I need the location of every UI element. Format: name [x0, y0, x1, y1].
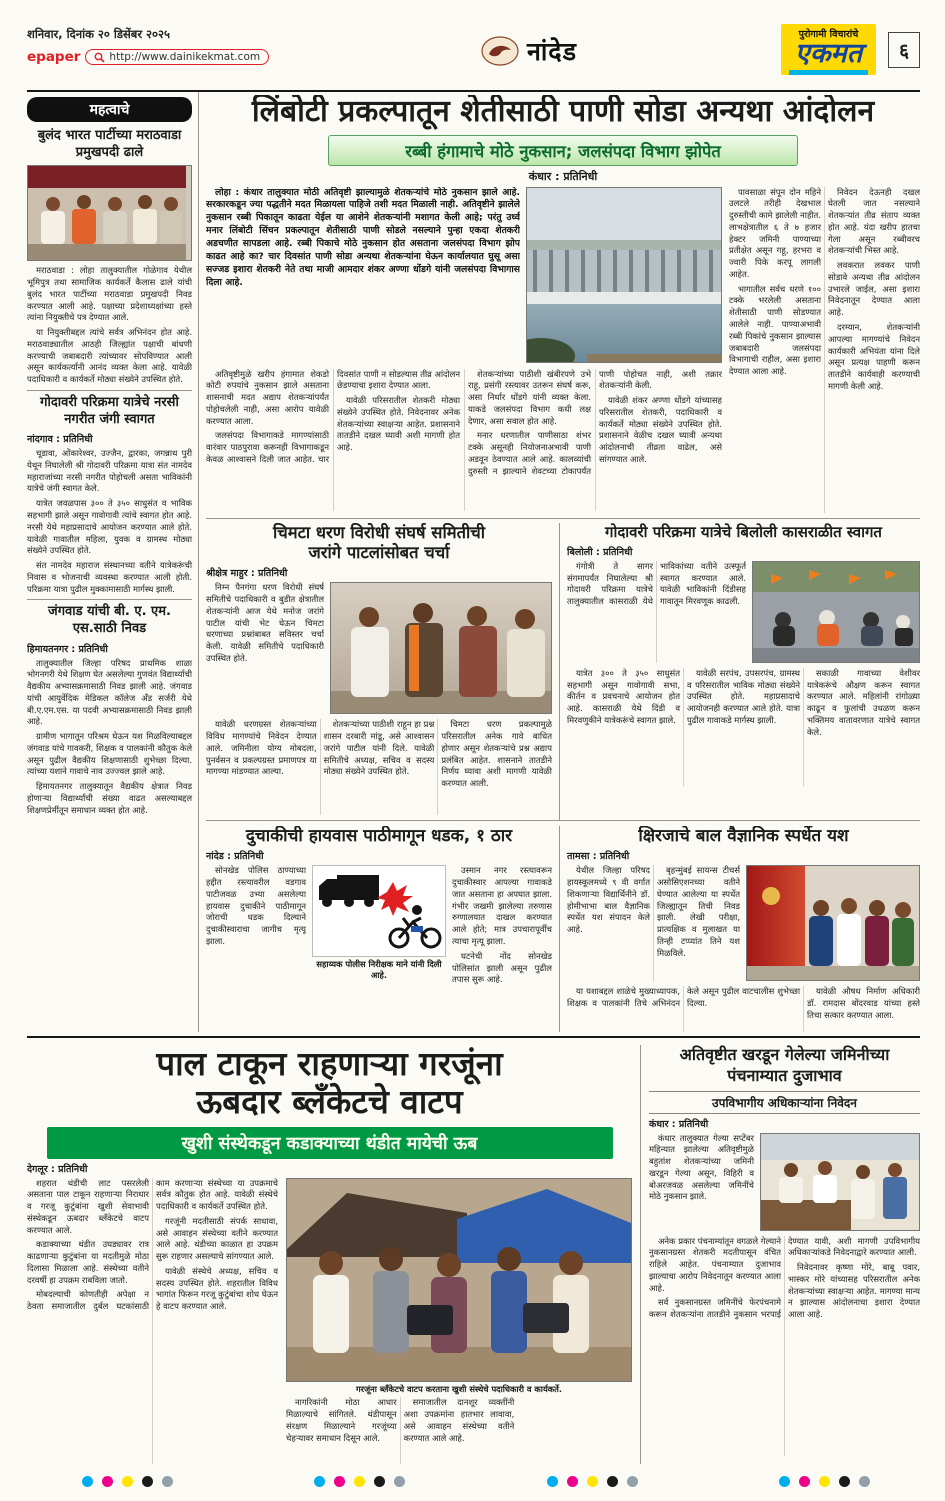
sidebar-story-godavari-narsi: [27, 395, 192, 595]
body-paragraph: जलसंपदा विभागाकडे मागण्यांसाठी वारंवार पाठपुरावा करूनही विभागाकडून केवळ आश्वासने दिली जात आहेत. चार दिवसांत पाणी न सोडल्यास तीव्र आंदोलन छेडण्याचा इशारा देण्यात आला.: [206, 368, 460, 464]
body-paragraph: लोहा : कंधार तालुक्यात मोठी अतिवृष्टी झाल्यामुळे शेतकऱ्यांचे मोठे नुकसान झाले आहे. सरकारकडून ज्या पद्धतीने मदत मिळायला पाहिजे तशी मदत मिळाली नाही. अतिवृष्टीने झालेले नुकसान रब्बी पिकातून काढता येईल या आशेने शेतकऱ्यांनी मशागत केली आहे; परंतु उर्ध्व मनार लिंबोटी सिंचन प्रकल्पातून शेतीसाठी पाणी सोडले नसल्याने पुन्हा एकदा शेतकरी अडचणीत सापडला आहे. रब्बी पिकाचे मोठे नुकसान होत असताना जलसंपदा विभाग झोप काढत आहे का? चार दिवसांत पाणी सोडा अन्यथा शेतकऱ्यांना घेऊन कार्यालयात घुसू असा सज्जड इशारा शेतकरी नेते तथा माजी आमदार शंकर अण्णा धोंडगे यांनी जलसंपदा विभागास दिला आहे.: [206, 186, 520, 288]
body-paragraph: यावेळी संस्थेचे अध्यक्ष, सचिव व सदस्य उपस्थित होते. शहरातील विविध भागांत फिरून गरजू कुटुंबांचा शोध घेऊन हे वाटप करण्यात आले.: [156, 1265, 278, 1312]
niveden-story: [641, 1045, 920, 1464]
epaper-label: epaper: [27, 49, 81, 65]
sidebar: [27, 92, 199, 1032]
lead-subhead: रब्बी हंगामाचे मोठे नुकसान; जलसंपदा विभाग झोपेत: [328, 135, 798, 166]
search-icon: [94, 52, 105, 63]
body-paragraph: यावेळी परिसरातील शेतकरी मोठ्या संख्येने उपस्थित होते. निवेदनावर अनेक शेतकऱ्यांच्या स्वाक्षऱ्या आहेत. प्रशासनाने तातडीने दखल घ्यावी अशी मागणी होत आहे.: [337, 395, 460, 453]
body-paragraph: निम्न पैनगंगा धरण विरोधी संघर्ष समितीचे पदाधिकारी व बुडीत क्षेत्रातील शेतकऱ्यांनी आज येथे मनोज जरांगे पाटील यांची भेट घेऊन चिमटा धरणाच्या प्रश्नांबाबत सविस्तर चर्चा केली. यावेळी समितीचे पदाधिकारी उपस्थित होते.: [206, 582, 324, 663]
body-paragraph: चूडावा, ओंकारेश्वर, उज्जैन, द्वारका, जगन्नाथ पुरी येथून निघालेली श्री गोदावरी परिक्रमा यात्रा संत नामदेव महाराजांच्या नरसी नगरीत पोहोचली असता भाविकांनी यात्रेचे जंगी स्वागत केले.: [27, 448, 192, 494]
registration-dot-magenta: [102, 1476, 113, 1487]
body-paragraph: भागातील सर्वच धरणे १०० टक्के भरलेली असताना शेतीसाठी पाणी सोडण्यात आलेले नाही. पाण्याअभावी रब्बी पिकांचे नुकसान झाल्यास जबाबदारी जलसंपदा विभागाची राहील, असा इशारा देण्यात आला आहे.: [729, 283, 821, 377]
registration-dot-black: [142, 1476, 153, 1487]
body-paragraph: निवेदन देऊनही दखल घेतली जात नसल्याने शेतकऱ्यांत तीव्र संताप व्यक्त होत आहे. यंदा खरीप हातचा गेला असून रब्बीवरच शेतकऱ्यांची भिस्त आहे.: [828, 186, 920, 256]
story-bottom-columns: [567, 986, 920, 1032]
meeting-photo: [330, 582, 552, 714]
office-photo: [760, 1133, 920, 1231]
body-paragraph: नागरिकांनी मोठा आधार मिळाल्याचे सांगितले. थंडीपासून संरक्षण मिळाल्याने गरजूंच्या चेहऱ्यावर समाधान दिसून आले.: [286, 1397, 397, 1443]
story-byline: तामसा : प्रतिनिधी: [567, 851, 630, 863]
body-paragraph: संत नामदेव महाराज संस्थानच्या वतीने यात्रेकरूंची निवास व भोजनाची व्यवस्था करण्यात आली होती. परिक्रमा यात्रा पुढील मुक्कामासाठी मार्गस्थ झाली.: [27, 560, 192, 594]
sidebar-story-dhale: [27, 128, 192, 386]
lead-subhead-wrap: [206, 135, 920, 166]
edition-name: नांदेड: [526, 37, 577, 66]
story-text-column: [649, 1133, 754, 1231]
story-body: [27, 265, 192, 386]
divider: [27, 599, 192, 600]
story-body: [27, 658, 192, 817]
lead-left-stack: [206, 187, 722, 513]
niveden-body-row: [649, 1133, 920, 1231]
felicitation-photo-image: [747, 866, 919, 980]
story-bottom-columns: [649, 1236, 920, 1456]
registration-dot-cyan: [82, 1476, 93, 1487]
godavari-body-row: [567, 561, 920, 663]
story-headline: क्षिरजाचे बाल वैज्ञानिक स्पर्धेत यश: [638, 826, 849, 846]
body-paragraph: मनार धरणातील पाणीसाठा शंभर टक्के असूनही नियोजनाअभावी पाणी अडवून ठेवण्यात आले आहे. कालव्यांची दुरुस्ती न झाल्याने शेवटच्या टोकापर्यंत पाणी पोहोचत नाही, अशी तक्रार शेतकऱ्यांनी केली.: [468, 368, 722, 476]
registration-dot-cluster: [779, 1476, 870, 1487]
body-paragraph: गंगोत्री ते सागर संगमापर्यंत निघालेल्या श्री गोदावरी परिक्रमा यात्रेचे तालुक्यातील कासराळी येथे भाविकांच्या वतीने उत्स्फूर्त स्वागत करण्यात आले. यावेळी भाविकांनी दिंडीसह गावातून मिरवणूक काढली.: [567, 560, 746, 607]
lead-byline: कंधार : प्रतिनिधी: [528, 169, 598, 183]
main-column: [199, 92, 920, 1032]
body-paragraph: चिमटा धरण प्रकल्पामुळे परिसरातील अनेक गावे बाधित होणार असून शेतकऱ्यांचे प्रश्न अद्याप प्रलंबित आहेत. शासनाने तातडीने निर्णय घ्यावा अशी मागणी यावेळी करण्यात आली.: [441, 719, 552, 789]
masthead: [781, 24, 876, 75]
dam-photo: [526, 187, 722, 363]
body-paragraph: मोबदल्याची कोणतीही अपेक्षा न ठेवता समाजातील दुर्बल घटकांसाठी काम करणाऱ्या संस्थेच्या या उपक्रमाचे सर्वत्र कौतुक होत आहे. यावेळी संस्थेचे पदाधिकारी व कार्यकर्ते उपस्थित होते.: [27, 1177, 278, 1312]
body-paragraph: यावेळी सरपंच, उपसरपंच, ग्रामस्थ व परिसरातील भाविक मोठ्या संख्येने उपस्थित होते. महाप्रसादाचे आयोजनही करण्यात आले होते. यात्रा पुढील गावाकडे मार्गस्थ झाली.: [687, 667, 800, 725]
felicitation-photo: [746, 865, 920, 981]
registration-dot-cyan: [779, 1476, 790, 1487]
body-paragraph: लवकरात लवकर पाणी सोडावे अन्यथा तीव्र आंदोलन उभारले जाईल, असा इशारा निवेदनातून देण्यात आला आहे.: [828, 260, 920, 318]
story-headline: जंगवाड यांची बी. ए. एम. एस.साठी निवड: [48, 604, 171, 636]
body-paragraph: ग्रामीण भागातून परिश्रम घेऊन यश मिळविल्याबद्दल जंगवाड यांचे गावकरी, शिक्षक व पालकांनी कौतुक केले असून पुढील वैद्यकीय शिक्षणासाठी शुभेच्छा दिल्या. त्यांच्या यशाने गावाचे नाव उज्ज्वल झाले आहे.: [27, 731, 192, 777]
blanket-distribution-photo: [286, 1178, 632, 1382]
body-paragraph: तालुक्यातील जिल्हा परिषद प्राथमिक शाळा भोगनगरी येथे शिक्षण घेत असलेल्या गुणवंत विद्यार्थ्याची वैद्यकीय अभ्यासक्रमासाठी निवड झाली आहे. जंगवाड यांची आयुर्वेदिक मेडिकल कॉलेज अँड सर्जरी येथे बी.ए.एम.एस. या पदवी अभ्यासक्रमासाठी निवड झाली आहे.: [27, 657, 192, 727]
story-headline: ऊबदार ब्लँकेटचे वाटप: [196, 1082, 463, 1122]
registration-dot-magenta: [334, 1476, 345, 1487]
crash-graphic-stack: [312, 865, 446, 1032]
story-text-column: [206, 582, 324, 714]
lead-body: [206, 187, 920, 513]
story-byline: नांदेड : प्रतिनिधी: [206, 851, 264, 863]
story-subhead: उपविभागीय अधिकाऱ्यांना निवेदन: [649, 1091, 920, 1114]
story-headline: चिमटा धरण विरोधी संघर्ष समितीची: [272, 523, 486, 542]
story-headline: गोदावरी परिक्रमा यात्रेचे बिलोली कासराळीत स्वागत: [605, 523, 882, 541]
accident-story: [206, 826, 560, 1032]
science-body-row: [567, 865, 920, 981]
registration-dot-gray: [859, 1476, 870, 1487]
body-paragraph: पावसाळा संपून दोन महिने उलटले तरीही देखभाल दुरुस्तीची कामे झालेली नाहीत. लाभक्षेत्रातील ६ ते ७ हजार हेक्टर जमिनी पाण्याच्या प्रतीक्षेत असून गहू, हरभरा व ज्वारी पिके करपू लागली आहेत.: [729, 186, 821, 279]
story-headline: गोदावरी परिक्रमा यात्रेचे नरसी नगरीत जंगी स्वागत: [40, 394, 179, 427]
masthead-title: एकमत: [789, 40, 868, 75]
lead-headline: लिंबोटी प्रकल्पातून शेतीसाठी पाणी सोडा अन्यथा आंदोलन: [251, 95, 875, 129]
story-headline: पाल टाकून राहणाऱ्या गरजूंना: [156, 1045, 503, 1083]
body-paragraph: यात्रेत ३०० ते ३५० साधुसंत सहभागी असून गावोगावी सभा, कीर्तन व प्रवचनाचे आयोजन होत आहे. कासराळी येथे दिंडी व मिरवणुकीने यात्रेकरूंचे स्वागत झाले.: [567, 667, 680, 725]
story-text-column: [206, 865, 306, 1032]
registration-dot-yellow: [122, 1476, 133, 1487]
story-byline: हिमायतनगर : प्रतिनिधी: [27, 643, 108, 655]
godavari-biloli-story: [560, 523, 920, 820]
body-paragraph: या नियुक्तीबद्दल त्यांचे सर्वत्र अभिनंदन होत आहे. मराठवाड्यातील आठही जिल्ह्यांत पक्षाची बांधणी करण्याची जबाबदारी त्यांच्यावर सोपविण्यात आली असून कार्यकर्त्यांनी आनंद व्यक्त केला आहे. यावेळी पदाधिकारी व कार्यकर्ते मोठ्या संख्येने उपस्थित होते.: [27, 327, 192, 385]
story-headline: बुलंद भारत पार्टीच्या मराठवाडा प्रमुखपदी ढाले: [37, 128, 182, 160]
bikers-photo: [752, 561, 920, 663]
story-bottom-columns: [286, 1397, 632, 1464]
lead-top-row: [206, 187, 722, 363]
print-registration-marks: [27, 1464, 920, 1487]
story-byline: देगलूर : प्रतिनिधी: [27, 1163, 88, 1175]
body-paragraph: येथील जिल्हा परिषद हायस्कूलमध्ये ९ वी वर्गात शिकणाऱ्या विद्यार्थिनीने डॉ. होमीभाभा बाल वैज्ञानिक स्पर्धेत यश संपादन केले आहे.: [567, 865, 650, 935]
group-photo-image: [28, 166, 186, 260]
story-byline: कंधार : प्रतिनिधी: [649, 1118, 709, 1130]
body-paragraph: शेतकऱ्यांच्या पाठीशी राहून हा प्रश्न शासन दरबारी मांडू, असे आश्वासन जरांगे पाटील यांनी दिले. यावेळी समितीचे अध्यक्ष, सचिव व सदस्य मोठ्या संख्येने उपस्थित होते.: [323, 719, 435, 777]
sidebar-story-jangwad: [27, 604, 192, 816]
science-story: [560, 826, 920, 1032]
url-box: [85, 49, 269, 65]
lead-right-columns: [729, 187, 920, 513]
story-subhead: खुशी संस्थेकडून कडाक्याच्या थंडीत मायेची ऊब: [47, 1127, 613, 1159]
story-headline: जरांगे पाटलांसोबत चर्चा: [308, 543, 450, 563]
registration-dot-gray: [627, 1476, 638, 1487]
photo-caption: गरजूंना ब्लँकेटचे वाटप करताना खुशी संस्थेचे पदाधिकारी व कार्यकर्ते.: [355, 1383, 563, 1394]
registration-dot-cluster: [314, 1476, 405, 1487]
registration-dot-cluster: [82, 1476, 173, 1487]
story-text-column: [567, 561, 746, 663]
body-paragraph: गरजूंनी मदतीसाठी संपर्क साधावा, असे आवाहन संस्थेच्या वतीने करण्यात आले आहे. थंडीच्या काळात हा उपक्रम सुरू राहणार असल्याचे सांगण्यात आले.: [156, 1215, 278, 1262]
dam-photo-image: [527, 188, 721, 362]
divider: [27, 390, 192, 391]
lead-intro-column: [206, 187, 520, 363]
registration-dot-gray: [162, 1476, 173, 1487]
meeting-photo-image: [331, 583, 551, 713]
body-paragraph: यावेळी औषध निर्माण अधिकारी डॉ. रामदास बोंदरवाड यांच्या हस्ते तिचा सत्कार करण्यात आला.: [807, 986, 920, 1020]
chimta-story: [206, 523, 560, 820]
content-area: [27, 92, 920, 1032]
blanket-photo-image: [287, 1179, 631, 1381]
graphic-caption: सहाय्यक पोलीस निरीक्षक माने यांनी दिली आहे.: [316, 959, 442, 981]
body-paragraph: यात्रेत जवळपास ३०० ते ३५० साधुसंत व भाविक सहभागी झाले असून गावोगावी त्यांचे स्वागत होत आहे. नरसी येथे महाप्रसादाचे आयोजन करण्यात आले होते. यावेळी गावातील महिला, युवक व ग्रामस्थ मोठ्या संख्येने उपस्थित होते.: [27, 498, 192, 556]
lead-bottom-columns: [206, 369, 722, 511]
office-photo-image: [761, 1134, 919, 1230]
body-paragraph: शहरात थंडीची लाट पसरलेली असताना पाल टाकून राहणाऱ्या निराधार व गरजू कुटुंबांना खुशी सेवाभावी संस्थेकडून ऊबदार ब्लँकेटचे वाटप करण्यात आले.: [27, 1177, 149, 1235]
page-number: ६: [888, 32, 920, 68]
body-paragraph: शेतकऱ्यांच्या पाठीशी खंबीरपणे उभे राहू, प्रसंगी रस्त्यावर उतरून संघर्ष करू, असा निर्धार धोंडगे यांनी व्यक्त केला. याकडे जलसंपदा विभाग कधी लक्ष देणार, असा सवाल होत आहे.: [468, 368, 591, 426]
page-header: [27, 24, 920, 86]
story-text-column: [27, 1178, 278, 1464]
body-paragraph: निवेदनावर कृष्णा मोरे, बाबू पवार, भास्कर मोरे यांच्यासह परिसरातील अनेक शेतकऱ्यांच्या स्वाक्षऱ्या आहेत. मागण्या मान्य न झाल्यास आंदोलनाचा इशारा देण्यात आला आहे.: [788, 1262, 920, 1320]
story-byline: नांदगाव : प्रतिनिधी: [27, 434, 93, 446]
blanket-body-row: [27, 1178, 632, 1464]
body-paragraph: सर्व नुकसानग्रस्त जमिनींचे फेरपंचनामे करून शेतकऱ्यांना तातडीने नुकसान भरपाई देण्यात यावी, अशी मागणी उपविभागीय अधिकाऱ्यांकडे निवेदनाद्वारे करण्यात आली.: [649, 1235, 920, 1320]
header-right: [781, 24, 920, 75]
registration-dot-gray: [394, 1476, 405, 1487]
body-paragraph: या यशाबद्दल शाळेचे मुख्याध्यापक, शिक्षक व पालकांनी तिचे अभिनंदन केले असून पुढील वाटचालीस शुभेच्छा दिल्या.: [567, 986, 800, 1009]
story-text-column: [567, 865, 740, 981]
registration-dot-yellow: [819, 1476, 830, 1487]
masthead-tagline: पुरोगामी विचारांचे: [798, 29, 859, 40]
registration-dot-magenta: [799, 1476, 810, 1487]
body-paragraph: कंधार तालुक्यात गेल्या सप्टेंबर महिन्यात झालेल्या अतिवृष्टीमुळे बहुतांश शेतकऱ्यांच्या जमिनी खरडून गेल्या असून, विहिरी व बोअरजवळ असलेल्या जमिनींचे मोठे नुकसान झाले.: [649, 1132, 754, 1202]
row-b: [206, 519, 920, 821]
epaper-row: [27, 49, 277, 65]
body-paragraph: कडाक्याच्या थंडीत उघड्यावर रात्र काढणाऱ्या कुटुंबांना या मदतीमुळे मोठा दिलासा मिळाला आहे. संस्थेच्या वतीने दरवर्षी हा उपक्रम राबविला जातो.: [27, 1239, 149, 1285]
body-paragraph: घटनेची नोंद सोनखेड पोलिसांत झाली असून पुढील तपास सुरू आहे.: [452, 950, 552, 985]
story-bottom-columns: [206, 719, 552, 815]
website-url: http://www.dainikekmat.com: [109, 51, 261, 63]
row-c: [206, 821, 920, 1032]
story-byline: बिलोली : प्रतिनिधी: [567, 546, 633, 558]
body-paragraph: उस्मान नगर रस्त्यावरून दुचाकीस्वार आपल्या गावाकडे जात असताना हा अपघात झाला. गंभीर जखमी झालेल्या तरुणास रुग्णालयात दाखल करण्यात आले होते; मात्र उपचारापूर्वीच त्याचा मृत्यू झाला.: [452, 865, 552, 946]
body-paragraph: बृहन्मुंबई सायन्स टीचर्स असोसिएशनच्या वतीने घेण्यात आलेल्या या स्पर्धेत जिल्ह्यातून तिची निवड झाली. लेखी परीक्षा, प्रात्यक्षिक व मुलाखत या तिन्ही टप्प्यांत तिने यश मिळविले.: [657, 865, 740, 958]
story-bottom-columns: [567, 668, 920, 786]
body-paragraph: सोनखेड पोलिस ठाण्याच्या हद्दीत रस्त्यावरील वडगाव पाटीजवळ उभ्या असलेल्या हायवास दुचाकीने पाठीमागून जोराची धडक दिल्याने दुचाकीस्वाराचा जागीच मृत्यू झाला.: [206, 865, 306, 946]
body-paragraph: हिमायतनगर तालुक्यातून वैद्यकीय क्षेत्रात निवड होणाऱ्या विद्यार्थ्यांची संख्या वाढत असल्याबद्दल शिक्षणप्रेमींतून समाधान व्यक्त होत आहे.: [27, 781, 192, 815]
bikers-photo-image: [753, 562, 919, 662]
registration-dot-magenta: [567, 1476, 578, 1487]
body-paragraph: दरम्यान, शेतकऱ्यांनी आपल्या मागण्यांचे निवेदन कार्यकारी अभियंता यांना दिले असून प्रत्यक्ष पाहणी करून तातडीने कार्यवाही करण्याची मागणी केली आहे.: [828, 322, 920, 391]
registration-dot-cluster: [547, 1476, 638, 1487]
body-paragraph: मराठवाडा : लोहा तालुक्यातील गोळेगाव येथील भूमिपुत्र तथा सामाजिक कार्यकर्ते कैलास ढाले यांची बुलंद भारत पार्टीच्या मराठवाडा प्रमुखपदी निवड करण्यात आली आहे. पक्षाच्या प्रदेशाध्यक्षांच्या हस्ते त्यांना नियुक्तीचे पत्र देण्यात आले.: [27, 265, 192, 323]
lead-story: [206, 95, 920, 519]
collision-graphic: [312, 865, 446, 957]
body-paragraph: अनेक प्रकार पंचनाम्यांतून वगळले गेल्याने नुकसानग्रस्त शेतकरी मदतीपासून वंचित राहिले आहेत. पंचनाम्यात दुजाभाव झाल्याचा आरोप निवेदनातून करण्यात आला आहे.: [649, 1235, 781, 1293]
registration-dot-cyan: [314, 1476, 325, 1487]
story-byline: श्रीक्षेत्र माहुर : प्रतिनिधी: [206, 568, 288, 580]
body-paragraph: यावेळी शंकर अण्णा धोंडगे यांच्यासह परिसरातील शेतकरी, पदाधिकारी व कार्यकर्ते मोठ्या संख्येने उपस्थित होते. प्रशासनाने वेळीच दखल घ्यावी अन्यथा आंदोलनाची तीव्रता वाढेल, असे सांगण्यात आले.: [599, 395, 722, 464]
header-center: [481, 24, 577, 68]
accident-body-row: [206, 865, 552, 1032]
sidebar-section-title: महत्वाचे: [27, 97, 192, 122]
story-headline: अतिवृष्टीत खरडून गेलेल्या जमिनीच्या पंचनाम्यात दुजाभाव: [679, 1045, 890, 1085]
registration-dot-yellow: [587, 1476, 598, 1487]
bird-logo-icon: [481, 36, 519, 66]
blanket-photo-stack: [286, 1178, 632, 1464]
story-body: [27, 448, 192, 595]
registration-dot-black: [839, 1476, 850, 1487]
header-left: [27, 24, 277, 65]
body-paragraph: अतिवृष्टीमुळे खरीप हंगामात शेकडो कोटी रुपयांचे नुकसान झाले असताना शासनाची मदत अद्याप शेतकऱ्यांपर्यंत पोहोचलेली नाही, असा आरोप यावेळी करण्यात आला.: [206, 368, 329, 426]
truck-motorcycle-collision-icon: [313, 866, 445, 956]
date-line: शनिवार, दिनांक २० डिसेंबर २०२५: [27, 27, 170, 41]
registration-dot-black: [374, 1476, 385, 1487]
blanket-story: [27, 1045, 641, 1464]
bottom-section: [27, 1038, 920, 1464]
registration-dot-black: [607, 1476, 618, 1487]
sidebar-story-photo: [27, 165, 192, 261]
body-paragraph: यावेळी धरणग्रस्त शेतकऱ्यांच्या विविध मागण्यांचे निवेदन देण्यात आले. जमिनीला योग्य मोबदला, पुनर्वसन व प्रकल्पग्रस्त प्रमाणपत्र या मागण्या मांडण्यात आल्या.: [206, 719, 317, 777]
registration-dot-yellow: [354, 1476, 365, 1487]
body-paragraph: सकाळी गावाच्या वेशीवर यात्रेकरूंचे औक्षण करून स्वागत करण्यात आले. महिलांनी रांगोळ्या काढून व फुलांची उधळण करून भक्तिमय वातावरणात यात्रेचे स्वागत केले.: [807, 667, 920, 737]
chimta-body-row: [206, 582, 552, 714]
registration-dot-cyan: [547, 1476, 558, 1487]
body-paragraph: समाजातील दानशूर व्यक्तींनी अशा उपक्रमांना हातभार लावावा, असे आवाहन संस्थेच्या वतीने करण्यात आले आहे.: [403, 1397, 515, 1443]
story-headline: दुचाकीची हायवास पाठीमागून धडक, १ ठार: [245, 826, 513, 846]
story-text-column: [452, 865, 552, 1032]
